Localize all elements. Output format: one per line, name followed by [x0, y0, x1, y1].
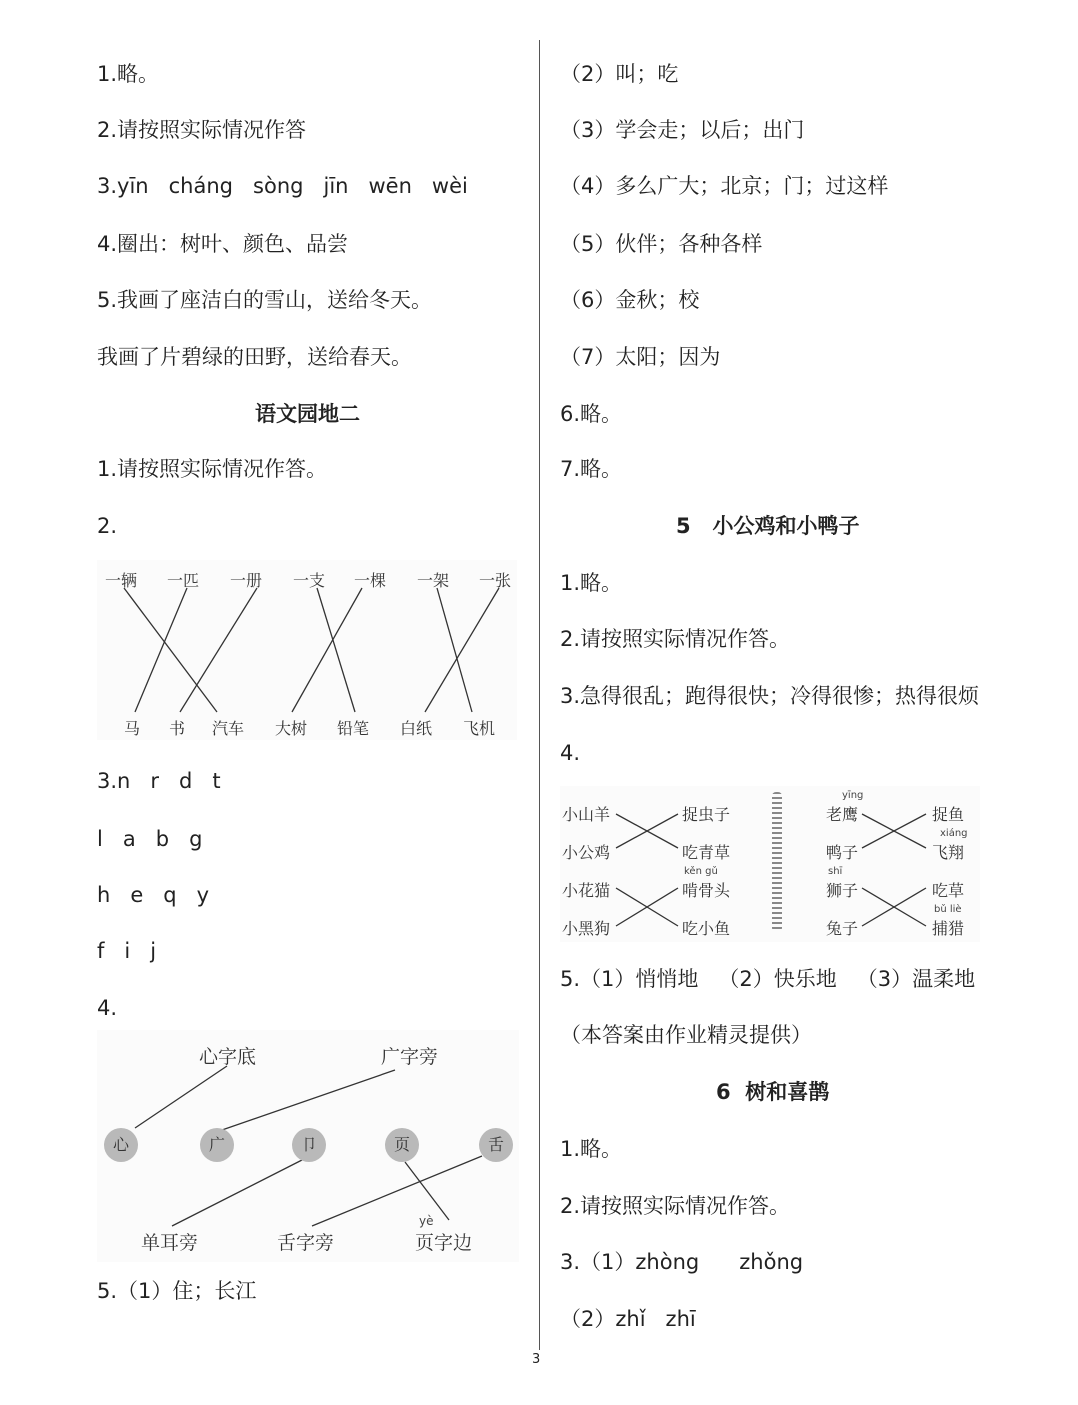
matching-lines	[560, 786, 980, 942]
answer-line: （5）伙伴；各种各样	[560, 232, 763, 256]
noun-word: 飞机	[463, 719, 496, 738]
answer-line: （3）学会走；以后；出门	[560, 118, 805, 142]
answer-line: 5.（1）住；长江	[97, 1279, 257, 1303]
animal-matching-figure	[560, 786, 980, 942]
source-note: （本答案由作业精灵提供）	[560, 1023, 812, 1047]
animal-name: 小公鸡	[562, 843, 611, 862]
animal-action: 捉鱼	[932, 805, 965, 824]
noun-word: 大树	[275, 719, 308, 738]
animal-name: 鸭子	[826, 843, 859, 862]
animal-action: 捕猎	[932, 919, 965, 938]
animal-action: 吃草	[932, 881, 965, 900]
radical-circle: 页	[385, 1128, 419, 1162]
pinyin-answer: （2）zhǐ zhī	[560, 1307, 696, 1331]
pinyin-answer: 3.yīn cháng sòng jīn wēn wèi	[97, 174, 468, 198]
answer-line: 1.略。	[97, 62, 160, 86]
measure-word: 一架	[417, 571, 450, 590]
radical-circle: 广	[200, 1128, 234, 1162]
animal-food: 吃小鱼	[682, 919, 731, 938]
pinyin-annotation: bǔ liè	[934, 904, 962, 915]
radical-name: 单耳旁	[141, 1232, 199, 1254]
answer-line: 2.请按照实际情况作答	[97, 118, 307, 142]
section-heading: 6 树和喜鹊	[716, 1080, 830, 1104]
measure-word: 一张	[479, 571, 512, 590]
answer-line: 我画了片碧绿的田野，送给春天。	[97, 345, 412, 369]
animal-name: 小黑狗	[562, 919, 611, 938]
measure-word: 一支	[293, 571, 326, 590]
radical-name: 舌字旁	[277, 1232, 335, 1254]
animal-name: 狮子	[826, 881, 859, 900]
animal-name: 小山羊	[562, 805, 611, 824]
pinyin-answer: 3.（1）zhòng zhǒng	[560, 1250, 804, 1274]
radical-matching-figure	[97, 1030, 519, 1262]
answer-line: 4.	[560, 741, 581, 765]
answer-line: 2.请按照实际情况作答。	[560, 1194, 791, 1218]
answer-line: 1.请按照实际情况作答。	[97, 457, 328, 481]
radical-name: 心字底	[199, 1046, 257, 1068]
column-divider	[539, 40, 540, 1350]
animal-name: 老鹰	[826, 805, 859, 824]
answer-line: f i j	[97, 939, 157, 963]
answer-line: 6.略。	[560, 402, 623, 426]
answer-line: 5.我画了座洁白的雪山，送给冬天。	[97, 288, 433, 312]
answer-line: 1.略。	[560, 571, 623, 595]
noun-word: 白纸	[400, 719, 433, 738]
answer-line: 1.略。	[560, 1137, 623, 1161]
answer-line: （7）太阳；因为	[560, 345, 721, 369]
answer-line: 7.略。	[560, 457, 623, 481]
answer-line: 2.	[97, 514, 118, 538]
radical-circle: 心	[104, 1128, 138, 1162]
answer-line: 3.n r d t	[97, 769, 221, 793]
animal-name: 兔子	[826, 919, 859, 938]
answer-line: （2）叫；吃	[560, 62, 679, 86]
answer-line: （6）金秋；校	[560, 288, 700, 312]
measure-word: 一册	[230, 571, 263, 590]
column-separator-decoration	[772, 792, 782, 932]
section-heading: 语文园地二	[255, 402, 360, 426]
answer-line: h e q y	[97, 883, 210, 907]
pinyin-annotation: kěn gǔ	[684, 866, 718, 877]
noun-word: 书	[169, 719, 186, 738]
answer-line: 3.急得很乱；跑得很快；冷得很惨；热得很烦	[560, 684, 980, 708]
answer-line: 4.	[97, 996, 118, 1020]
measure-word-matching-figure	[97, 560, 517, 740]
noun-word: 马	[124, 719, 141, 738]
noun-word: 汽车	[212, 719, 245, 738]
measure-word: 一辆	[105, 571, 138, 590]
animal-food: 吃青草	[682, 843, 731, 862]
noun-word: 铅笔	[337, 719, 370, 738]
answer-line: 2.请按照实际情况作答。	[560, 627, 791, 651]
radical-name: 广字旁	[381, 1046, 439, 1068]
measure-word: 一匹	[167, 571, 200, 590]
radical-name: 页字边	[415, 1232, 473, 1254]
answer-line: （4）多么广大；北京；门；过这样	[560, 174, 889, 198]
pinyin-annotation: yīng	[842, 790, 864, 801]
pinyin-annotation: xiáng	[940, 828, 968, 839]
page-number: 3	[532, 1352, 541, 1367]
answer-line: 4.圈出：树叶、颜色、品尝	[97, 232, 349, 256]
animal-food: 捉虫子	[682, 805, 731, 824]
animal-food: 啃骨头	[682, 881, 731, 900]
pinyin-annotation: shī	[828, 866, 843, 877]
section-heading: 5 小公鸡和小鸭子	[676, 514, 860, 538]
radical-circle: 卩	[292, 1128, 326, 1162]
animal-name: 小花猫	[562, 881, 611, 900]
answer-line: 5.（1）悄悄地 （2）快乐地 （3）温柔地	[560, 967, 976, 991]
answer-line: l a b g	[97, 827, 203, 851]
pinyin-annotation: yè	[419, 1214, 434, 1228]
radical-circle: 舌	[479, 1128, 513, 1162]
animal-action: 飞翔	[932, 843, 965, 862]
measure-word: 一棵	[354, 571, 387, 590]
